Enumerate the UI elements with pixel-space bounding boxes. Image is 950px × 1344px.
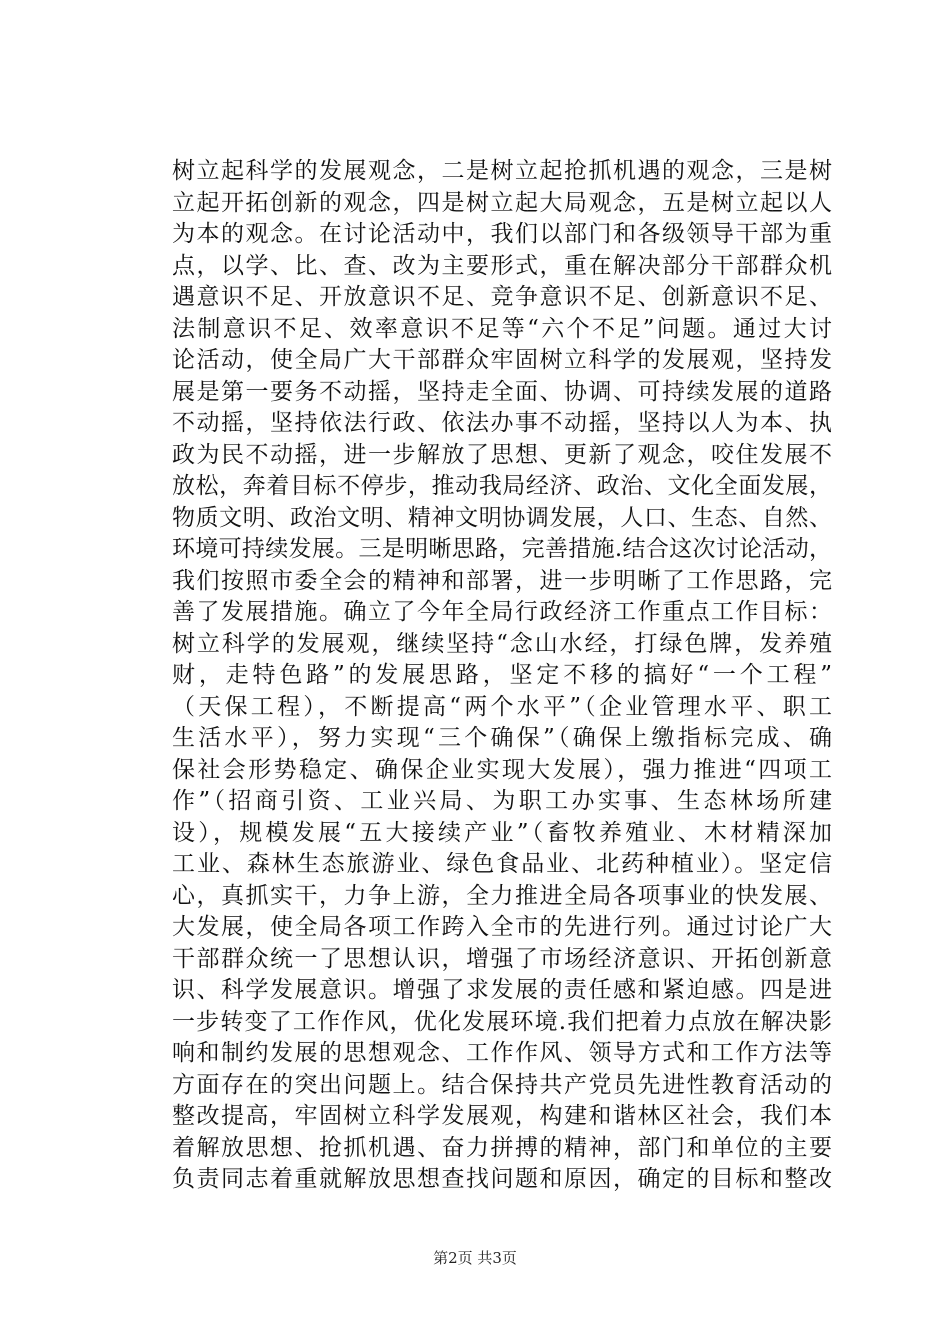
text-line: 方面存在的突出问题上。结合保持共产党员先进性教育活动的 [172,1071,832,1098]
text-line: 作”（招商引资、工业兴局、为职工办实事、生态林场所建 [172,788,832,814]
text-line: （天保工程），不断提高“两个水平”（企业管理水平、职工 [172,693,832,720]
text-line: 设），规模发展“五大接续产业”（畜牧养殖业、木材精深加 [172,819,832,846]
text-line: 生活水平），努力实现“三个确保”（确保上缴指标完成、确 [172,725,832,751]
text-line: 遇意识不足、开放意识不足、竞争意识不足、创新意识不足、 [172,284,832,310]
text-line: 树立科学的发展观，继续坚持“念山水经，打绿色牌，发养殖 [172,630,832,657]
text-line: 心，真抓实干，力争上游，全力推进全局各项事业的快发展、 [172,882,832,909]
text-line: 整改提高，牢固树立科学发展观，构建和谐林区社会，我们本 [172,1103,832,1129]
text-line: 不动摇，坚持依法行政、依法办事不动摇，坚持以人为本、执 [172,410,832,436]
text-line: 点，以学、比、查、改为主要形式，重在解决部分干部群众机 [172,252,832,279]
text-line: 工业、森林生态旅游业、绿色食品业、北药种植业）。坚定信 [172,851,832,877]
text-line: 环境可持续发展。三是明晰思路，完善措施.结合这次讨论活动， [172,536,832,562]
page-number: 第2页 共3页 [433,1249,517,1267]
text-line: 财，走特色路”的发展思路，坚定不移的搞好“一个工程” [172,662,832,688]
text-line: 响和制约发展的思想观念、工作作风、领导方式和工作方法等 [172,1040,832,1066]
text-line: 立起开拓创新的观念，四是树立起大局观念，五是树立起以人 [172,189,832,216]
text-line: 我们按照市委全会的精神和部署，进一步明晰了工作思路，完 [172,567,832,594]
text-line: 识、科学发展意识。增强了求发展的责任感和紧迫感。四是进 [172,977,832,1003]
text-line: 大发展，使全局各项工作跨入全市的先进行列。通过讨论广大 [172,914,832,940]
text-line: 善了发展措施。确立了今年全局行政经济工作重点工作目标： [172,599,832,625]
text-line: 物质文明、政治文明、精神文明协调发展，人口、生态、自然、 [172,504,832,531]
page-footer [0,1247,950,1268]
text-line: 着解放思想、抢抓机遇、奋力拼搏的精神，部门和单位的主要 [172,1134,832,1161]
text-line: 树立起科学的发展观念，二是树立起抢抓机遇的观念，三是树 [172,158,832,184]
text-line: 为本的观念。在讨论活动中，我们以部门和各级领导干部为重 [172,221,832,247]
text-line: 法制意识不足、效率意识不足等“六个不足”问题。通过大讨 [172,315,832,342]
text-line: 一步转变了工作作风，优化发展环境.我们把着力点放在解决影 [172,1008,832,1035]
body-text [172,156,832,1196]
text-line: 干部群众统一了思想认识，增强了市场经济意识、开拓创新意 [172,945,832,972]
text-line: 放松，奔着目标不停步，推动我局经济、政治、文化全面发展， [172,473,832,499]
text-line: 负责同志着重就解放思想查找问题和原因，确定的目标和整改 [172,1166,832,1192]
text-line: 政为民不动摇，进一步解放了思想、更新了观念，咬住发展不 [172,441,832,468]
text-line: 保社会形势稳定、确保企业实现大发展），强力推进“四项工 [172,756,832,783]
text-line: 展是第一要务不动摇，坚持走全面、协调、可持续发展的道路 [172,378,832,405]
text-line: 论活动，使全局广大干部群众牢固树立科学的发展观，坚持发 [172,347,832,373]
